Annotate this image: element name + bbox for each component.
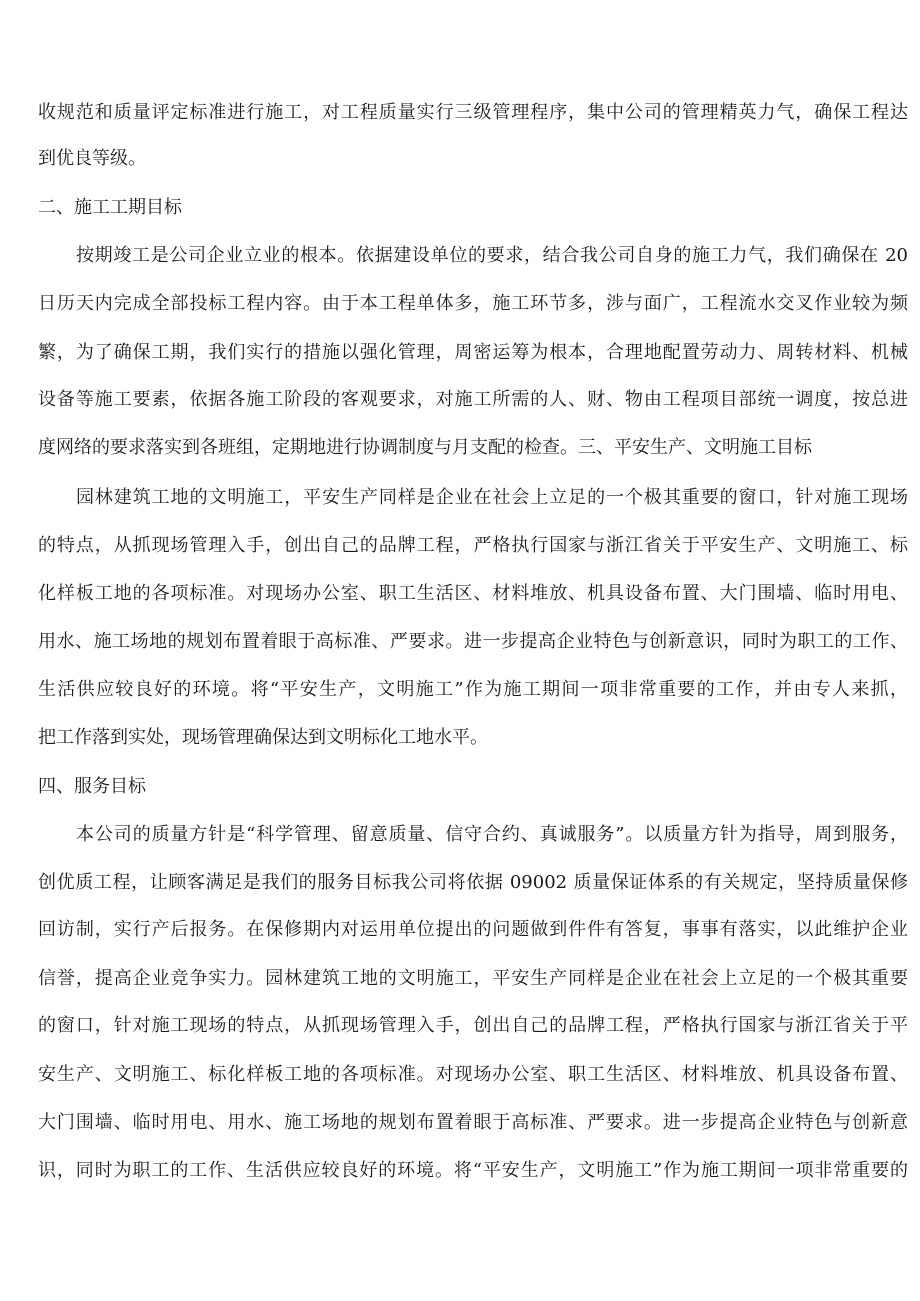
text-line: 把工作落到实处，现场管理确保达到文明标化工地水平。 — [38, 727, 488, 748]
section-heading: 四、服务目标 — [38, 776, 146, 797]
text-line: 大门围墙、临时用电、用水、施工场地的规划布置着眼于高标准、严要求。进一步提高企业特色与创新意 — [38, 1112, 908, 1133]
text-line: 收规范和质量评定标准进行施工，对工程质量实行三级管理程序，集中公司的管理精英力气，确保工程达 — [38, 102, 908, 123]
text-line: 识，同时为职工的工作、生活供应较良好的环境。将“平安生产，文明施工”作为施工期间一项非常重要的 — [38, 1160, 908, 1181]
text-line: 的窗口，针对施工现场的特点，从抓现场管理入手，创出自己的品牌工程，严格执行国家与浙江省关于平 — [38, 1015, 908, 1036]
text-line: 信誉，提高企业竞争实力。园林建筑工地的文明施工，平安生产同样是企业在社会上立足的一个极其重要 — [38, 968, 908, 989]
text-line: 安生产、文明施工、标化样板工地的各项标准。对现场办公室、职工生活区、材料堆放、机具设备布置、 — [38, 1064, 908, 1085]
text-line: 回访制，实行产后报务。在保修期内对运用单位提出的问题做到件件有答复，事事有落实，以此维护企业 — [38, 919, 908, 940]
text-line: 按期竣工是公司企业立业的根本。依据建设单位的要求，结合我公司自身的施工力气，我们确保在 20 — [76, 245, 908, 266]
text-line: 设备等施工要素，依据各施工阶段的客观要求，对施工所需的人、财、物由工程项目部统一调度，按总进 — [38, 389, 908, 410]
text-line: 繁，为了确保工期，我们实行的措施以强化管理，周密运筹为根本，合理地配置劳动力、周转材料、机械 — [38, 342, 908, 363]
text-line: 园林建筑工地的文明施工，平安生产同样是企业在社会上立足的一个极其重要的窗口，针对施工现场 — [76, 487, 908, 508]
text-line: 到优良等级。 — [38, 148, 146, 169]
text-line: 日历天内完成全部投标工程内容。由于本工程单体多，施工环节多，涉与面广，工程流水交叉作业较为频 — [38, 293, 908, 314]
text-line: 度网络的要求落实到各班组，定期地进行协调制度与月支配的检查。三、平安生产、文明施工目标 — [38, 437, 812, 458]
section-heading: 二、施工工期目标 — [38, 197, 182, 218]
text-line: 的特点，从抓现场管理入手，创出自己的品牌工程，严格执行国家与浙江省关于平安生产、文明施工、标 — [38, 535, 908, 556]
text-line: 化样板工地的各项标准。对现场办公室、职工生活区、材料堆放、机具设备布置、大门围墙、临时用电、 — [38, 583, 908, 604]
text-line: 用水、施工场地的规划布置着眼于高标准、严要求。进一步提高企业特色与创新意识，同时为职工的工作、 — [38, 631, 908, 652]
text-line: 本公司的质量方针是“科学管理、留意质量、信守合约、真诚服务”。以质量方针为指导，周到服务， — [76, 824, 908, 845]
text-line: 创优质工程，让顾客满足是我们的服务目标我公司将依据 09002 质量保证体系的有关规定，坚持质量保修 — [38, 872, 908, 893]
text-line: 生活供应较良好的环境。将“平安生产，文明施工”作为施工期间一项非常重要的工作，并由专人来抓， — [38, 679, 908, 700]
